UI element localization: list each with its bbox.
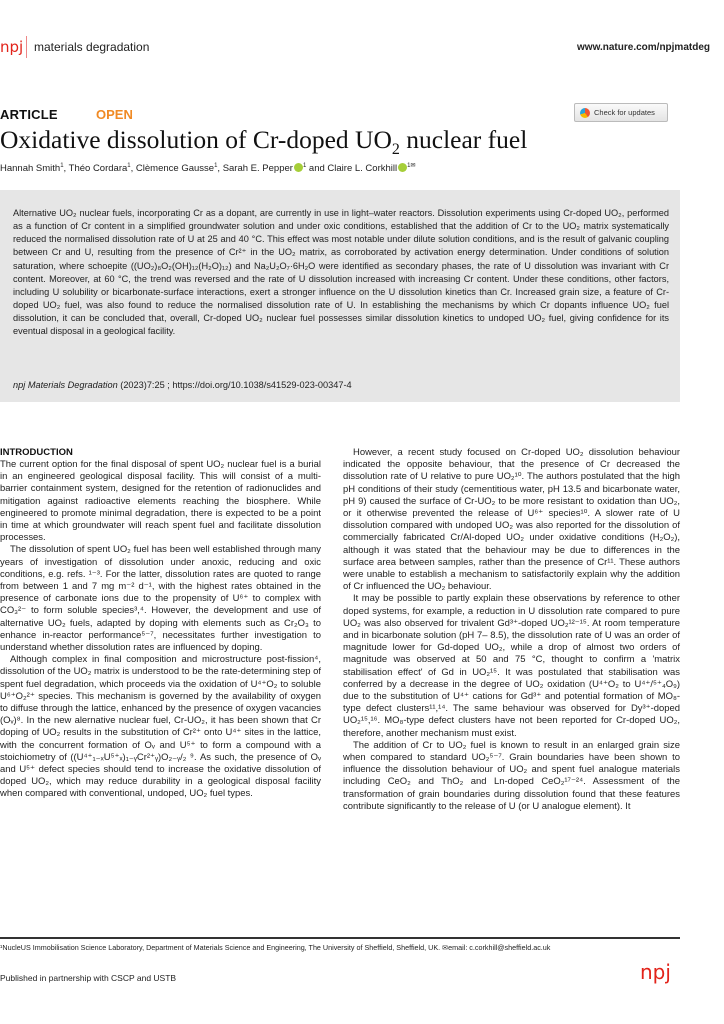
paragraph: It may be possible to partly explain these observations by reference to other doped systems, for example, a reduction in U dissolution rate compared to pure UO₂ was also observed for trivalent Gd³⁺-doped UO₂¹²⁻¹⁵. At room temperature and in bicarbonate solution (pH 7– 8.5), the dissolution rate of U was an order of magnitude lower for Gd-doped UO₂, while a drop of almost two orders of magnitude was observed at 50 and 75 °C, thought to confirm a 'matrix stabilisation effect' of Gd in UO₂¹⁵. It was postulated that stabilisation was conferred by a decrease in the degree of UO₂ oxidation (U⁴⁺O₂ to U⁴⁺/⁵⁺₄O₉) due to the substitution of U⁴⁺ cations for Gd³⁺ and potential formation of MO₈-type defect clusters¹¹,¹⁴. The same behaviour was observed for Dy³⁺-doped UO₂¹⁵,¹⁶. MO₈-type defect clusters have not been reported for Cr-doped UO₂, therefore, another mechanism must exist. (343, 593, 680, 739)
footer-divider (0, 937, 680, 939)
journal-url-link[interactable]: www.nature.com/npjmatdeg (577, 42, 710, 53)
check-for-updates-label: Check for updates (594, 108, 655, 117)
paragraph: The addition of Cr to UO₂ fuel is known to result in an enlarged grain size when compared to standard UO₂⁵⁻⁷. Grain boundaries have been shown to influence the dissolution behaviour of UO₂ and spent fuel analogue materials including CeO₂ and ThO₂ and Ln-doped CeO₂¹⁷⁻²⁴. Assessment of the transformation of grain boundaries during dissolution found that these features contribute significantly to the release of U (or U analogue element). It (343, 739, 680, 812)
paragraph: The current option for the final disposal of spent UO₂ nuclear fuel is a burial in an engineered geological disposal facility. This will consist of a multi-barrier containment system, designed for the retention of radionuclides and mitigation against radioactive elements reaching the biosphere. While engineered to promote minimal degradation, there is expected to be a point in time at which groundwater will reach spent fuel and facilitate dissolution processes. (0, 459, 321, 544)
article-type-label: ARTICLE (0, 107, 58, 122)
section-heading-introduction: INTRODUCTION (0, 447, 73, 458)
orcid-icon[interactable] (398, 163, 407, 172)
doi-link[interactable]: (2023)7:25 ; https://doi.org/10.1038/s41529-023-00347-4 (117, 380, 352, 390)
citation-line: npj Materials Degradation (2023)7:25 ; https://doi.org/10.1038/s41529-023-00347-4 (13, 380, 352, 390)
authors-and: and (308, 163, 325, 175)
orcid-icon[interactable] (294, 163, 303, 172)
article-title: Oxidative dissolution of Cr-doped $UO_2$ nuclear fuel (0, 125, 528, 159)
npj-footer-logo: npj (640, 960, 671, 984)
paragraph: However, a recent study focused on Cr-doped UO₂ dissolution behaviour indicated the opposite behaviour, that the presence of Cr decreased the dissolution rate of U relative to pure UO₂¹⁰. The authors postulated that the high pH conditions of their study (cementitious water, pH 13.5 and bicarbonate water, pH 9) caused the surface of Cr-UO₂ to be more resistant to oxidation than UO₂, or it otherwise prevented the release of U⁶⁺ species¹⁰. A slower rate of U dissolution compared with undoped UO₂ was also reported for the dissolution of commercially fabricated Cr/Al-doped UO₂ under oxidative conditions (H₂O₂), although it was stated that the behaviour may be due to differences in the surface area between samples, rather than the presence of Cr¹¹. These authors were unable to establish a mechanism to satisfactorily explain why the addition of Cr influenced the UO₂ behaviour. (343, 447, 680, 593)
publisher-partnership: Published in partnership with CSCP and USTB (0, 973, 177, 983)
author-link[interactable]: Claire L. Corkhill $^{1✉}$ (327, 163, 416, 175)
open-access-label: OPEN (96, 107, 133, 122)
author-link[interactable]: Théo Cordara$^1$ (68, 163, 131, 175)
crossmark-icon (580, 108, 590, 118)
author-link[interactable]: Hannah Smith$^1$ (0, 163, 64, 175)
paragraph: Although complex in final composition and microstructure post-fission⁴, dissolution of the UO₂ matrix is understood to be the rate-determining step of spent fuel degradation, which proceeds via the oxidation of U⁴⁺O₂ to soluble U⁶⁺O₂²⁺ species. This mechanism is governed by the availability of oxygen to diffuse through the lattice, enhanced by the presence of oxygen vacancies (Oᵥ)⁸. In the new alernative nuclear fuel, Cr-UO₂, it has been shown that Cr doping of UO₂ results in the substitution of Cr²⁺ onto U⁴⁺ sites in the lattice, with the concurrent formation of Oᵥ and U⁵⁺ to form a compound with a stoichiometry of ((U⁴⁺₁₋ₓU⁵⁺ₓ)₁₋ᵧCr²⁺ᵧ)O₂₋ᵧ/₂ ⁹. As such, the presence of Oᵥ and U⁵⁺ defect species should tend to increase the oxidative dissolution of doped UO₂, which may reduce durability in a geological disposal facility when compared with conventional, undoped, UO₂ fuel types. (0, 654, 321, 800)
body-column-right (343, 447, 680, 813)
author-link[interactable]: Clèmence Gausse$^1$ (135, 163, 218, 175)
journal-name: materials degradation (34, 40, 150, 54)
npj-logo: npj (0, 38, 24, 56)
affiliation-note: ¹NucleUS Immobilisation Science Laboratory, Department of Materials Science and Engineering, The University of Sheffield, Sheffield, UK. ✉email: c.corkhill@sheffield.ac.uk (0, 943, 551, 952)
author-link[interactable]: Sarah E. Pepper $^1$ (222, 163, 307, 175)
paragraph: The dissolution of spent UO₂ fuel has been well established through many years of investigation of dissolution under anoxic, reducing and oxic conditions, e.g. refs. ¹⁻³. For the latter, dissolution rates are quoted to range from between 1 and 7 mg m⁻² d⁻¹, with the highest rates obtained in the presence of carbonate ions due to the propensity of U⁶⁺ to complex with CO₃²⁻ to form soluble species³,⁴. However, the development and use of alternative UO₂ fuels, adapted by doping with elements such as Cr₂O₃ to enhance in-reactor performance⁵⁻⁷, necessitates further investigation to understand whether dissolution rates are influenced by doping. (0, 544, 321, 654)
body-column-left (0, 459, 321, 801)
abstract-text: Alternative UO₂ nuclear fuels, incorporating Cr as a dopant, are currently in use in light–water reactors. Dissolution experiments using Cr-doped UO₂, performed as a function of Cr content in a simplified groundwater solution and under oxic conditions, established that the addition of Cr to the UO₂ matrix systematically reduced the normalised dissolution rate of U at 25 and 40 °C. This effect was most notable under dilute solution conditions, and is the result of galvanic coupling between Cr and U, resulting from the presence of Cr²⁺ in the UO₂ matrix, as corroborated by activation energy determination. Under conditions of solution saturation, where schoepite ((UO₂)₈O₂(OH)₁₂(H₂O)₁₂) and Na₂U₂O₇·6H₂O were identified as secondary phases, the rate of U dissolution was invariant with Cr content. Moreover, at 60 °C, the trend was reversed and the rate of U dissolution increased with increasing Cr content. Under these conditions, other factors, including U solubility or bicarbonate-surface interactions, exert a stronger influence on the U dissolution kinetics than Cr. Increased grain size, a feature of Cr-doped UO₂ fuel, was also found to reduce the normalised dissolution rate of U. In establishing the mechanisms by which Cr dopants influence UO₂ fuel dissolution, it can be concluded that, overall, Cr-doped UO₂ nuclear fuel possesses similar dissolution kinetics to undoped UO₂ fuel, giving confidence for its eventual disposal in a geological facility. (13, 208, 669, 337)
check-for-updates-button[interactable] (574, 103, 668, 122)
author-list: Hannah Smith$^1$, Théo Cordara$^1$, Clèmence Gausse$^1$, Sarah E. Pepper $^1$ and Claire L. Corkhill $^{1✉}$ (0, 163, 416, 175)
header-divider (26, 36, 27, 58)
